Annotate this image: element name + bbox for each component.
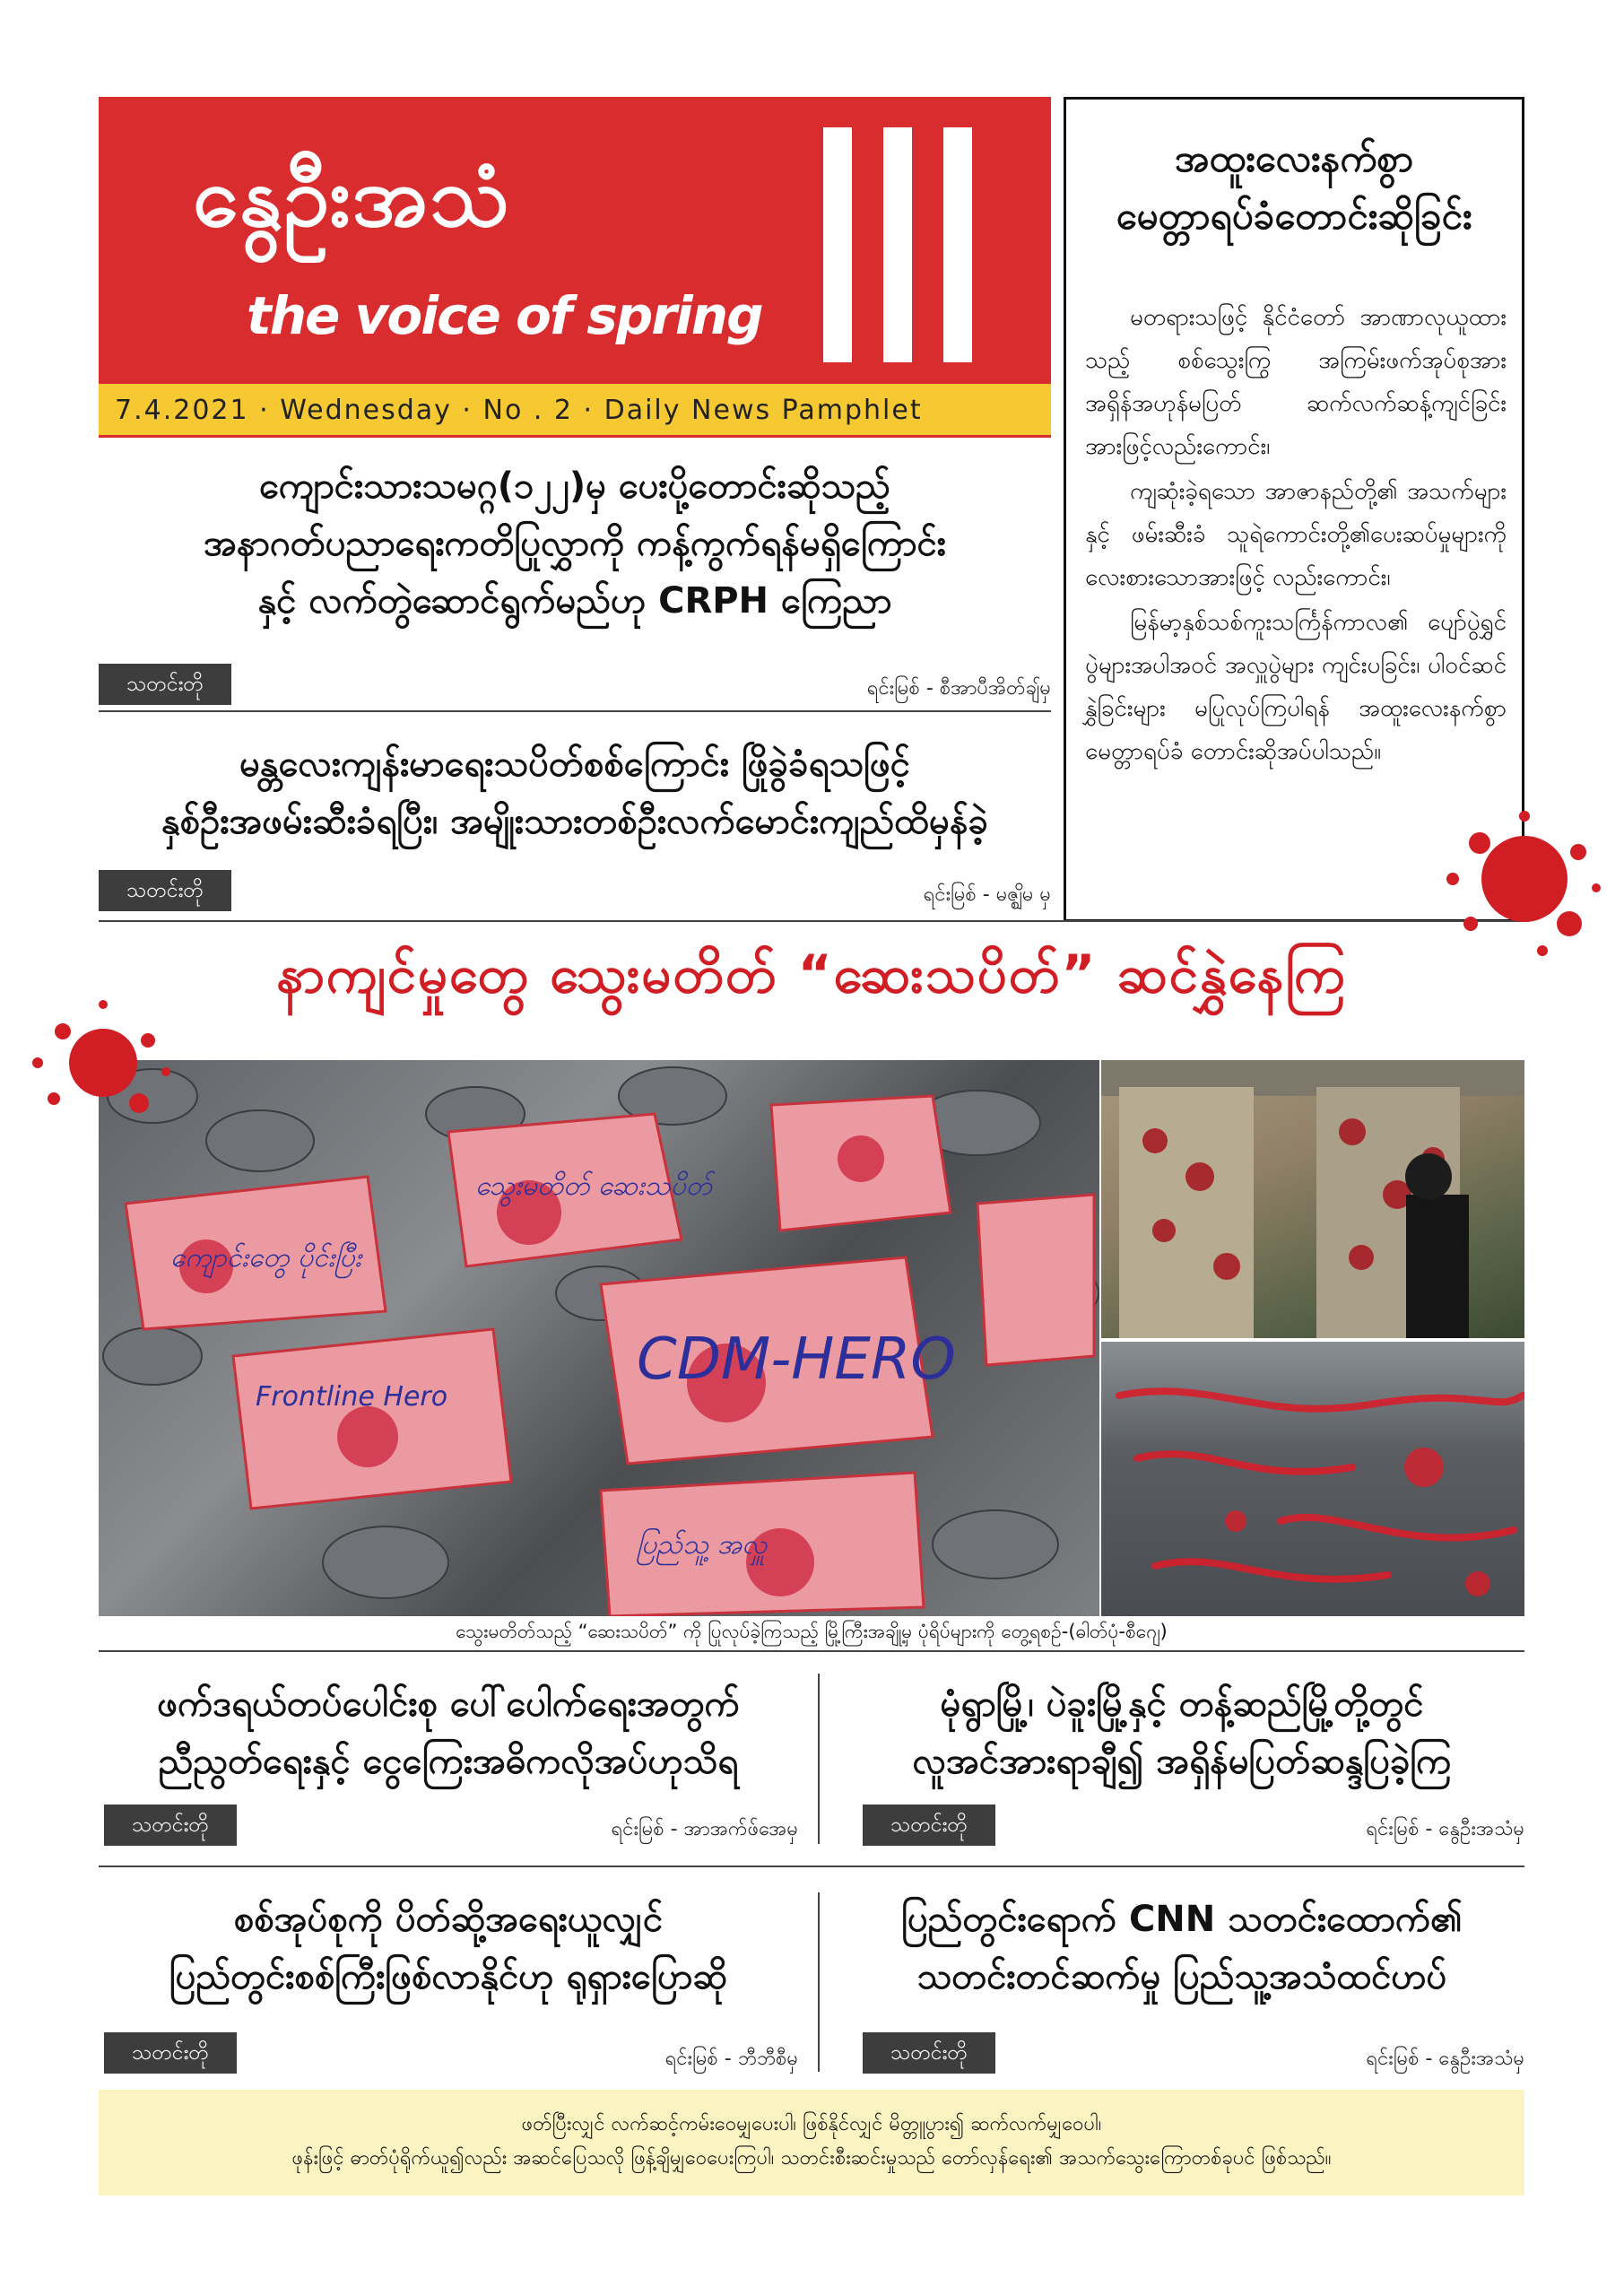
sidebar-body bbox=[1085, 296, 1507, 775]
photo-note-text: Frontline Hero bbox=[256, 1381, 448, 1413]
article-source: ရင်းမြစ် - နွေဦးအသံမှ bbox=[1366, 2048, 1524, 2070]
divider bbox=[99, 920, 1524, 922]
photo-note-text: CDM-HERO bbox=[637, 1326, 956, 1393]
headline-line: ကျောင်းသားသမဂ္ဂ(၁၂၂)မှ ပေးပို့တောင်းဆိုသည့် bbox=[259, 465, 890, 507]
sidebar-title-line: မေတ္တာရပ်ခံတောင်းဆိုခြင်း bbox=[1116, 194, 1472, 238]
headline-line: ဖက်ဒရယ်တပ်ပေါင်းစု ပေါ်ပေါက်ရေးအတွက် bbox=[157, 1683, 740, 1725]
feature-headline: နာကျင်မှုတွေ သွေးမတိတ် “ဆေးသပိတ်” ဆင်နွှဲနေကြ bbox=[276, 944, 1347, 1004]
photo-medical-strike-stones bbox=[99, 1060, 1099, 1616]
masthead-bar bbox=[823, 127, 852, 362]
headline-line: ပြည်တွင်းစစ်ကြီးဖြစ်လာနိုင်ဟု ရုရှားပြောဆို bbox=[169, 1956, 728, 1997]
footer-notice bbox=[99, 2090, 1524, 2196]
sidebar-title bbox=[1069, 130, 1519, 245]
sidebar-title-line: အထူးလေးနက်စွာ bbox=[1174, 136, 1414, 180]
headline-line: အနာဂတ်ပညာရေးကတိပြုလွှာကို ကန့်ကွက်ရန်မရှိကြောင်း bbox=[204, 523, 946, 564]
article-headline bbox=[99, 735, 1051, 850]
photo-red-paint-road bbox=[1101, 1342, 1524, 1616]
road-illustration bbox=[1101, 1342, 1524, 1616]
headline-line: နှစ်ဦးအဖမ်းဆီးခံရပြီး၊ အမျိုးသားတစ်ဦးလက်မောင်းကျည်ထိမှန်ခဲ့ bbox=[161, 801, 989, 842]
article-source: ရင်းမြစ် - စီအာပီအိတ်ချ်မှ bbox=[866, 677, 1051, 700]
footer-line: ဖုန်းဖြင့် ဓာတ်ပုံရိုက်ယူ၍လည်း အဆင်ပြေသလို ဖြန့်ချိမျှဝေပေးကြပါ၊ သတင်းစီးဆင်းမှုသည် တော်လှန်ရေး၏ အသက်သွေးကြောတစ်ခုပင် ဖြစ်သည်။ bbox=[291, 2147, 1332, 2170]
news-tag: သတင်းတို bbox=[863, 1805, 995, 1846]
news-tag: သတင်းတို bbox=[104, 2032, 237, 2074]
article-headline bbox=[839, 1675, 1524, 1790]
masthead-bar bbox=[943, 127, 972, 362]
sidebar-paragraph: မြန်မာ့နှစ်သစ်ကူးသင်္ကြန်ကာလ၏ ပျော်ပွဲရွှင်ပွဲများအပါအဝင် အလှူပွဲများ ကျင်းပခြင်း၊ ပါဝင်ဆင်နွှဲခြင်းများ မပြုလုပ်ကြပါရန် အထူးလေးနက်စွာ မေတ္တာရပ်ခံ တောင်းဆိုအပ်ပါသည်။ bbox=[1085, 609, 1507, 765]
news-tag: သတင်းတို bbox=[99, 664, 231, 705]
footer-line: ဖတ်ပြီးလျှင် လက်ဆင့်ကမ်းဝေမျှပေးပါ၊ ဖြစ်နိုင်လျှင် မိတ္တူပွား၍ ဆက်လက်မျှဝေပါ၊ bbox=[521, 2113, 1102, 2135]
photo-note-text: ကျောင်းတွေ ပိုင်းပြီး bbox=[170, 1242, 362, 1274]
blood-splatter-decoration bbox=[27, 987, 179, 1139]
headline-line: စစ်အုပ်စုကို ပိတ်ဆို့အရေးယူလျှင် bbox=[233, 1899, 664, 1940]
headline-line: မုံရွာမြို့၊ ပဲခူးမြို့နှင့် တန့်ဆည်မြို့တို့တွင် bbox=[940, 1683, 1424, 1725]
pillar-illustration bbox=[1101, 1060, 1524, 1338]
headline-line: နှင့် လက်တွဲဆောင်ရွက်မည်ဟု CRPH ကြေညာ bbox=[257, 580, 892, 622]
blood-splatter-decoration bbox=[1435, 789, 1614, 969]
masthead-bar bbox=[883, 127, 912, 362]
article-headline bbox=[99, 457, 1051, 630]
headline-line: ညီညွတ်ရေးနှင့် ငွေကြေးအဓိကလိုအပ်ဟုသိရ bbox=[158, 1741, 739, 1782]
masthead-subtitle: the voice of spring bbox=[247, 285, 762, 346]
article-source: ရင်းမြစ် - မဇ္ဈိမ မှ bbox=[923, 883, 1051, 906]
news-tag: သတင်းတို bbox=[863, 2032, 995, 2074]
headline-line: သတင်းတင်ဆက်မှု ပြည်သူ့အသံထင်ဟပ် bbox=[916, 1956, 1447, 1997]
article-headline bbox=[99, 1891, 798, 2005]
headline-line: မန္တလေးကျန်းမာရေးသပိတ်စစ်ကြောင်း ဖြိုခွဲခံရသဖြင့် bbox=[239, 744, 910, 785]
headline-line: လူအင်အားရာချီ၍ အရှိန်မပြတ်ဆန္ဒပြခဲ့ကြ bbox=[912, 1741, 1452, 1782]
masthead-title: နွေဦးအသံ bbox=[193, 149, 512, 245]
sidebar-paragraph: မတရားသဖြင့် နိုင်ငံတော် အာဏာလုယူထားသည့် စစ်သွေးကြွ အကြမ်းဖက်အုပ်စုအား အရှိန်အဟုန်မပြတ် ဆက်လက်ဆန့်ကျင်ခြင်းအားဖြင့်လည်းကောင်း၊ bbox=[1085, 304, 1507, 460]
divider bbox=[99, 1866, 1524, 1867]
article-headline bbox=[839, 1891, 1524, 2005]
article-source: ရင်းမြစ် - နွေဦးအသံမှ bbox=[1366, 1818, 1524, 1840]
article-source: ရင်းမြစ် - ဘီဘီစီမှ bbox=[664, 2048, 798, 2070]
headline-line: ပြည်တွင်းရောက် CNN သတင်းထောက်၏ bbox=[901, 1899, 1463, 1940]
dateline: 7.4.2021 · Wednesday · No . 2 · Daily News Pamphlet bbox=[99, 384, 1051, 438]
photo-handprints-pillar bbox=[1101, 1060, 1524, 1338]
news-tag: သတင်းတို bbox=[104, 1805, 237, 1846]
news-tag: သတင်းတို bbox=[99, 870, 231, 911]
divider bbox=[99, 1650, 1524, 1652]
column-divider bbox=[818, 1892, 820, 2072]
article-headline bbox=[99, 1675, 798, 1790]
paper-note bbox=[977, 1195, 1094, 1365]
divider bbox=[99, 710, 1051, 712]
sidebar-paragraph: ကျဆုံးခဲ့ရသော အာဇာနည်တို့၏ အသက်များနှင့် ဖမ်းဆီးခံ သူရဲကောင်းတို့၏ပေးဆပ်မှုများကို လေးစားသောအားဖြင့် လည်းကောင်း၊ bbox=[1085, 478, 1507, 591]
photo-caption: သွေးမတိတ်သည့် “ဆေးသပိတ်” ကို ပြုလုပ်ခဲ့ကြသည့် မြို့ကြီးအချို့မှ ပုံရိပ်များကို တွေ့ရစဉ်-(ဓါတ်ပုံ-စီဂျေ) bbox=[456, 1621, 1168, 1642]
column-divider bbox=[818, 1674, 820, 1844]
photo-note-text: သွေးမတိတ် ဆေးသပိတ် bbox=[475, 1170, 712, 1202]
stones-illustration bbox=[99, 1060, 1099, 1616]
photo-note-text: ပြည်သူ့ အလှူ bbox=[637, 1529, 768, 1561]
article-source: ရင်းမြစ် - အာအက်ဖ်အေမှ bbox=[611, 1818, 798, 1840]
